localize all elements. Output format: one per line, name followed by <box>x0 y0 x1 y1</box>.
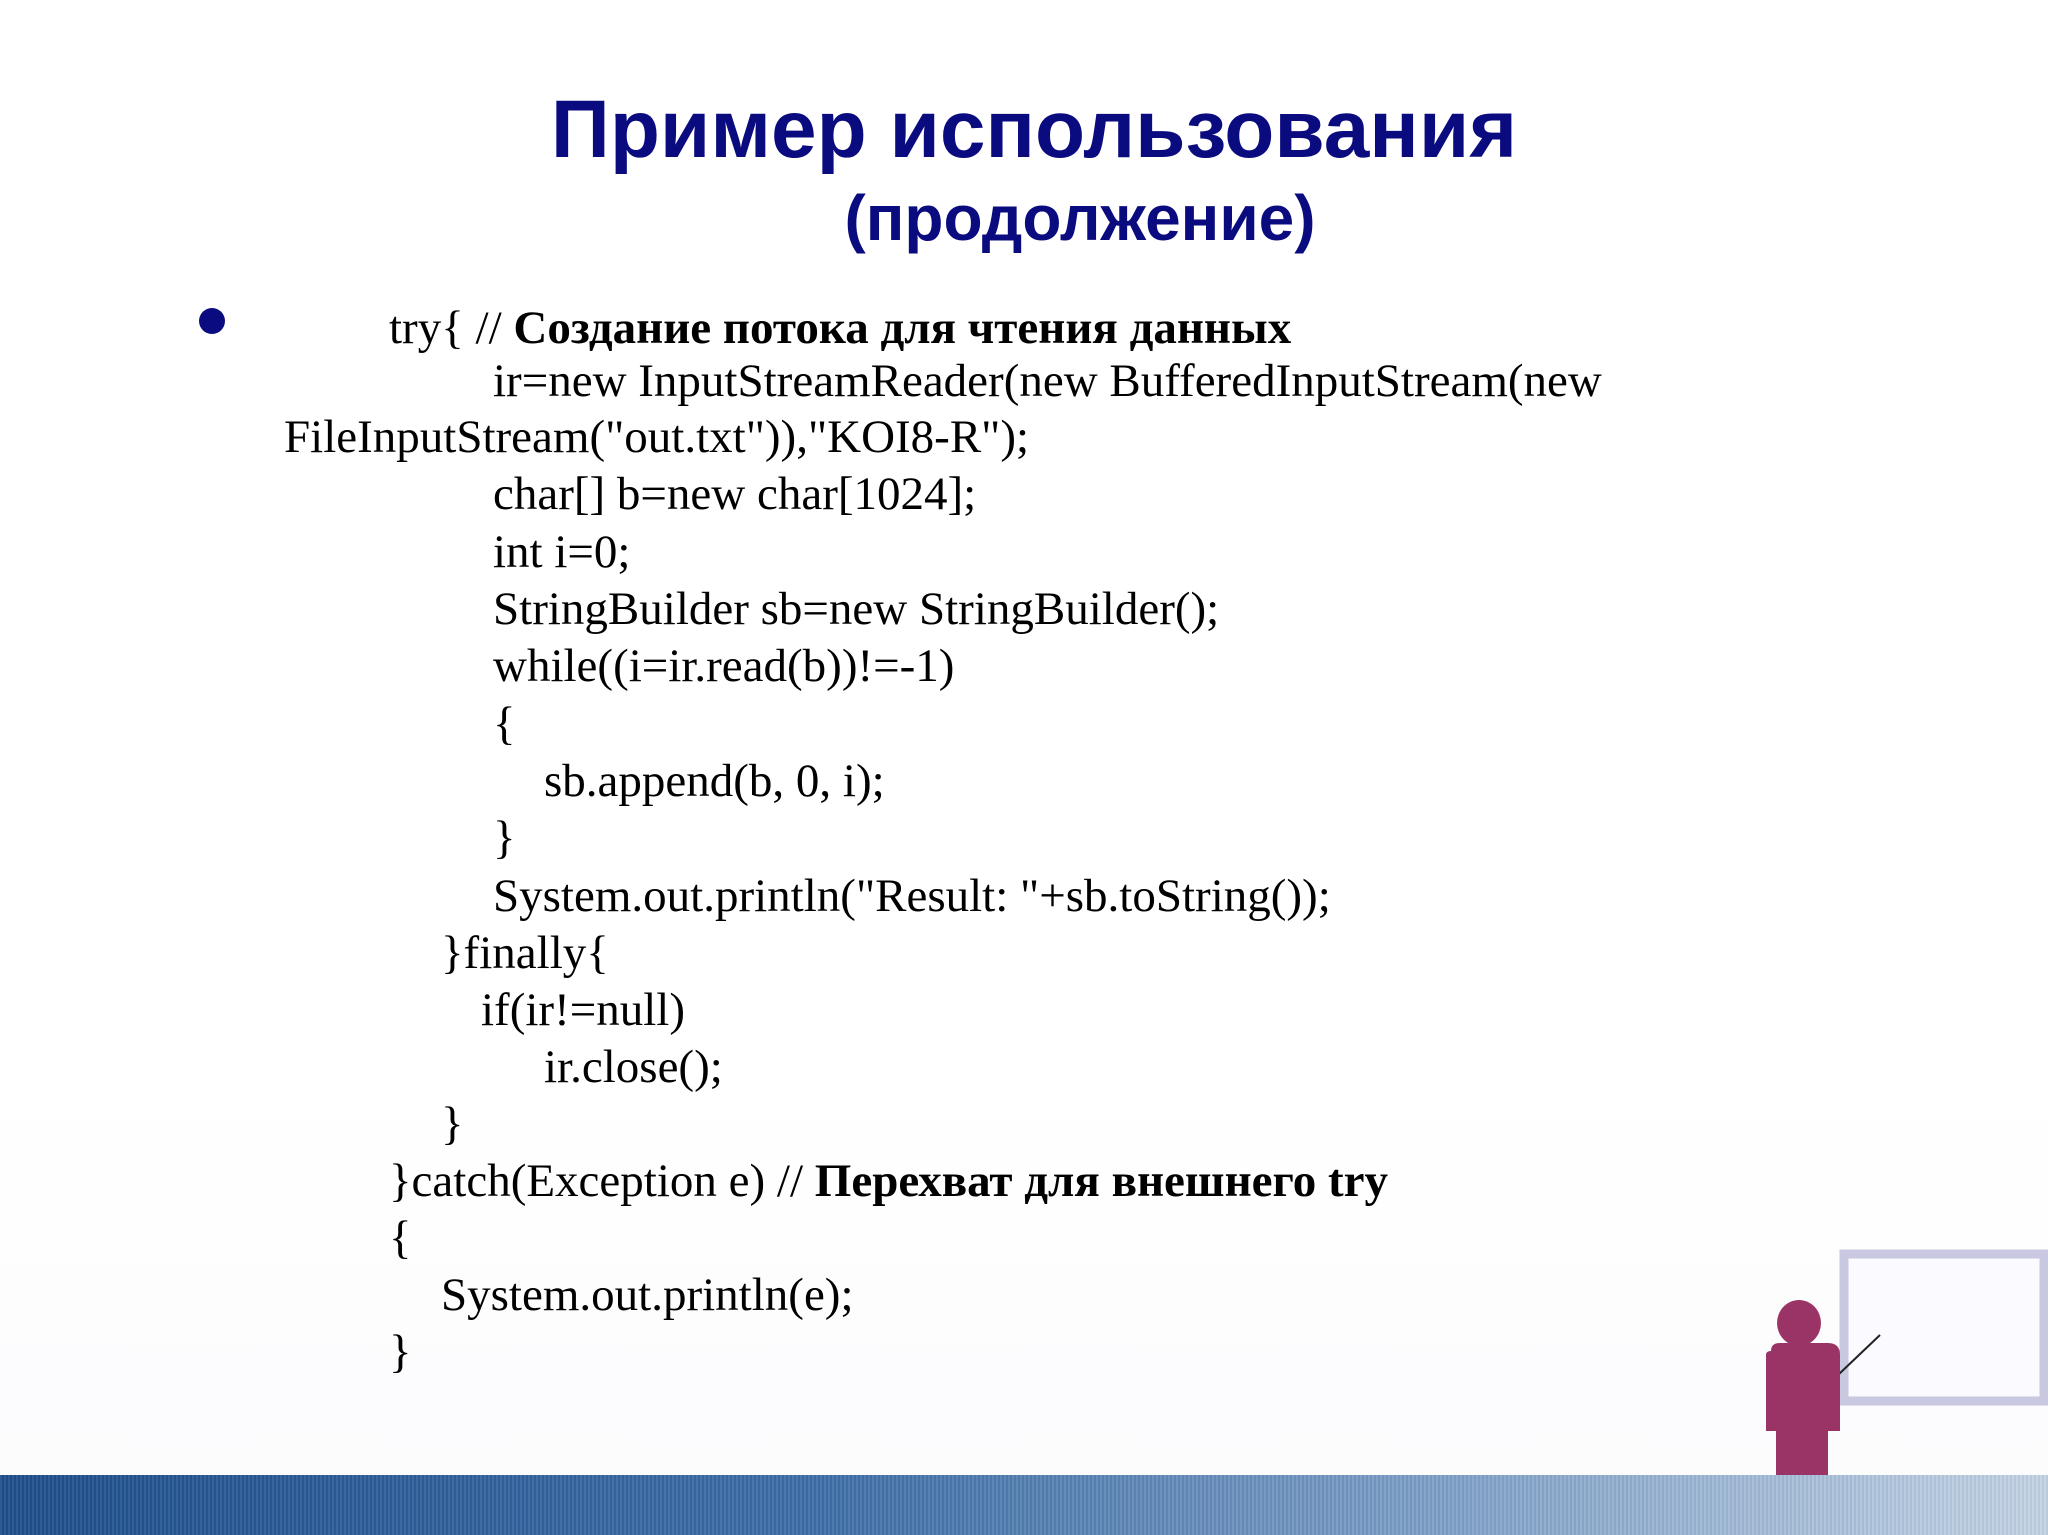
code-comment: Создание потока для чтения данных <box>513 302 1292 354</box>
slide-title: Пример использования <box>550 84 1518 175</box>
presenter-at-board-icon <box>1750 1245 2048 1505</box>
code-line: } <box>441 1098 464 1150</box>
code-line: }finally{ <box>441 927 609 979</box>
code-line: ir=new InputStreamReader(new BufferedInputStream(new <box>493 355 1602 407</box>
code-text: }catch(Exception e) // <box>389 1155 815 1207</box>
code-line: FileInputStream("out.txt")),"KOI8-R"); <box>284 411 1030 463</box>
code-line: { <box>389 1212 412 1264</box>
code-line: char[] b=new char[1024]; <box>493 468 977 520</box>
code-line: sb.append(b, 0, i); <box>544 755 885 807</box>
code-line: } <box>389 1326 412 1378</box>
code-line: ir.close(); <box>544 1041 723 1093</box>
code-line: System.out.println("Result: "+sb.toString()); <box>493 870 1331 922</box>
code-line: { <box>493 698 516 750</box>
code-line: System.out.println(e); <box>441 1269 854 1321</box>
bullet-point <box>199 308 225 334</box>
code-line: } <box>493 812 516 864</box>
code-comment: Перехват для внешнего try <box>814 1155 1388 1207</box>
footer-bar <box>0 1475 2048 1535</box>
code-line: int i=0; <box>493 526 631 578</box>
code-line <box>389 300 1291 356</box>
slide-subtitle: (продолжение) <box>844 182 1316 254</box>
code-line: StringBuilder sb=new StringBuilder(); <box>493 583 1220 635</box>
code-line: while((i=ir.read(b))!=-1) <box>493 640 955 692</box>
code-line: if(ir!=null) <box>481 984 685 1036</box>
code-text: try{ // <box>389 302 514 354</box>
code-line <box>389 1153 1388 1209</box>
